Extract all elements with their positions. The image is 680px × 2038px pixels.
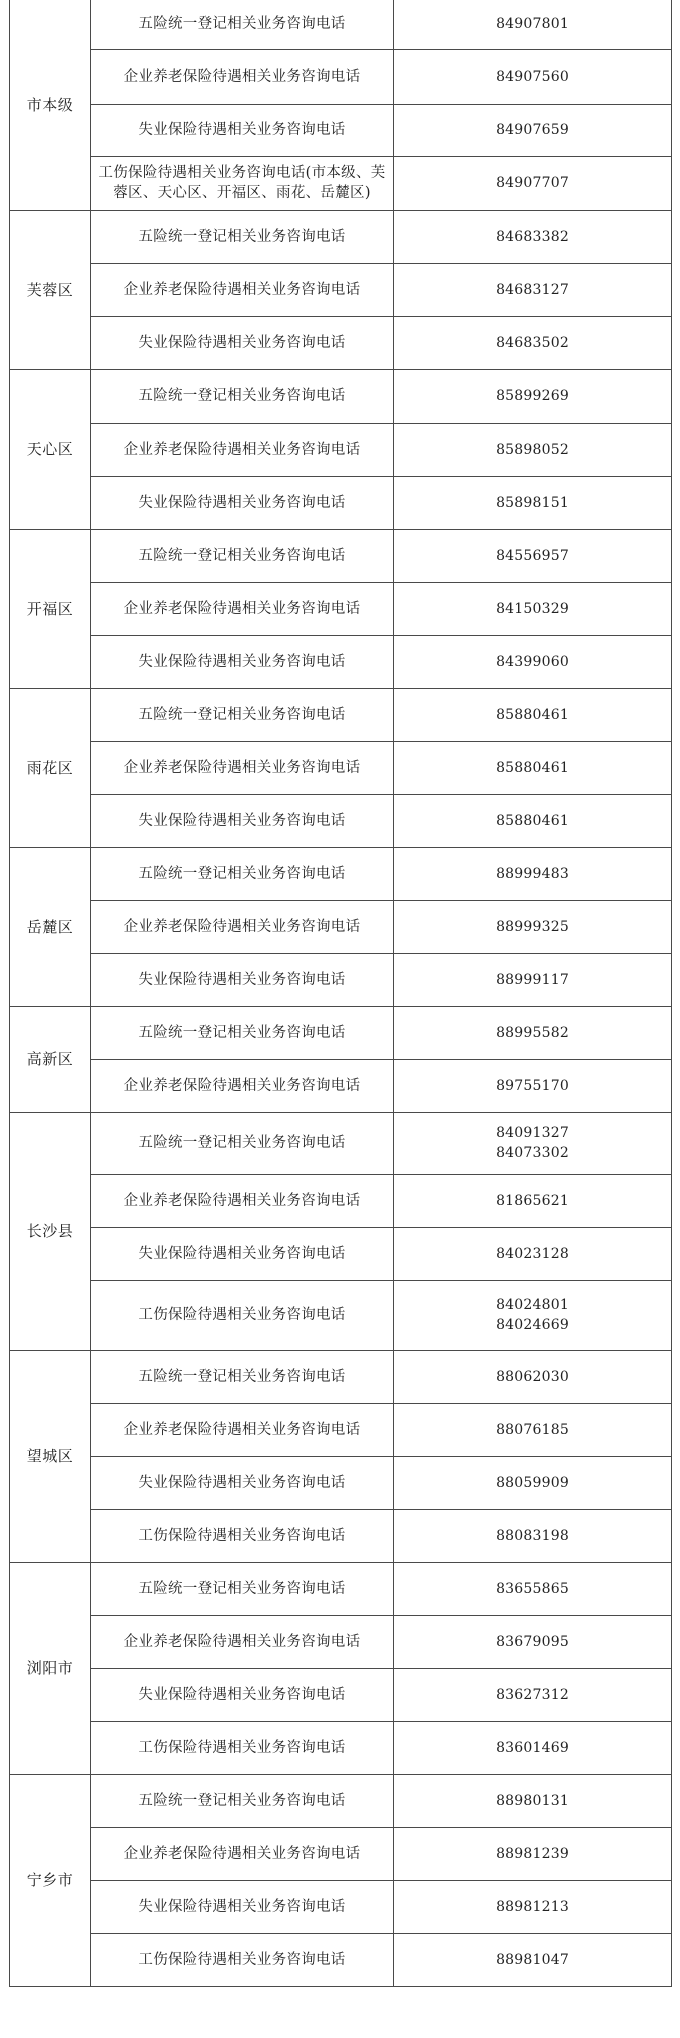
phone-cell	[394, 49, 672, 104]
table-row	[10, 316, 672, 369]
service-cell: 失业保险待遇相关业务咨询电话	[91, 794, 394, 847]
service-cell: 企业养老保险待遇相关业务咨询电话	[91, 1174, 394, 1227]
phone-number: 84907801	[496, 16, 569, 33]
table-row	[10, 1059, 672, 1112]
district-cell: 市本级	[10, 0, 91, 210]
service-cell: 企业养老保险待遇相关业务咨询电话	[91, 582, 394, 635]
district-cell: 芙蓉区	[10, 210, 91, 369]
phone-number: 88999483	[496, 865, 569, 882]
phone-number: 88981047	[496, 1951, 569, 1968]
phone-cell	[394, 1880, 672, 1933]
phone-number: 84683127	[496, 281, 569, 298]
service-cell: 企业养老保险待遇相关业务咨询电话	[91, 1403, 394, 1456]
phone-number: 84683502	[496, 334, 569, 351]
table-row	[10, 104, 672, 156]
phone-cell	[394, 1112, 672, 1174]
table-row	[10, 1280, 672, 1350]
service-cell: 失业保险待遇相关业务咨询电话	[91, 635, 394, 688]
phone-number: 84091327	[496, 1125, 569, 1141]
phone-number: 88999117	[496, 971, 569, 988]
phone-cell	[394, 847, 672, 900]
service-cell: 工伤保险待遇相关业务咨询电话	[91, 1933, 394, 1986]
table-row	[10, 1562, 672, 1615]
table-row	[10, 1174, 672, 1227]
phone-number: 88981239	[496, 1845, 569, 1862]
table-row	[10, 1403, 672, 1456]
phone-cell	[394, 104, 672, 156]
table-row	[10, 741, 672, 794]
phone-number: 83601469	[496, 1739, 569, 1756]
phone-cell	[394, 582, 672, 635]
table-row	[10, 953, 672, 1006]
service-cell: 企业养老保险待遇相关业务咨询电话	[91, 423, 394, 476]
phone-number: 85898151	[496, 494, 569, 511]
phone-cell	[394, 1615, 672, 1668]
service-cell: 企业养老保险待遇相关业务咨询电话	[91, 263, 394, 316]
table-row	[10, 49, 672, 104]
phone-number: 83655865	[496, 1580, 569, 1597]
table-row	[10, 1668, 672, 1721]
service-cell: 企业养老保险待遇相关业务咨询电话	[91, 49, 394, 104]
phone-cell	[394, 1668, 672, 1721]
district-cell: 雨花区	[10, 688, 91, 847]
phone-cell	[394, 688, 672, 741]
phone-cell	[394, 900, 672, 953]
phone-cell	[394, 1509, 672, 1562]
phone-number: 84024801	[496, 1297, 569, 1313]
district-cell: 长沙县	[10, 1112, 91, 1350]
phone-number: 88999325	[496, 918, 569, 935]
service-cell: 工伤保险待遇相关业务咨询电话	[91, 1280, 394, 1350]
table-row	[10, 1774, 672, 1827]
phone-number: 84556957	[496, 547, 569, 564]
district-cell: 天心区	[10, 369, 91, 529]
service-cell: 失业保险待遇相关业务咨询电话	[91, 104, 394, 156]
service-cell: 企业养老保险待遇相关业务咨询电话	[91, 1059, 394, 1112]
service-cell: 工伤保险待遇相关业务咨询电话	[91, 1721, 394, 1774]
service-cell: 五险统一登记相关业务咨询电话	[91, 369, 394, 423]
phone-cell	[394, 1350, 672, 1403]
service-cell: 企业养老保险待遇相关业务咨询电话	[91, 1615, 394, 1668]
service-cell: 企业养老保险待遇相关业务咨询电话	[91, 741, 394, 794]
phone-cell	[394, 635, 672, 688]
service-cell: 五险统一登记相关业务咨询电话	[91, 529, 394, 582]
phone-number: 84399060	[496, 653, 569, 670]
phone-cell	[394, 1006, 672, 1059]
table-row	[10, 1456, 672, 1509]
district-cell: 高新区	[10, 1006, 91, 1112]
phone-cell	[394, 1827, 672, 1880]
table-row	[10, 0, 672, 49]
phone-number: 85898052	[496, 441, 569, 458]
district-cell: 宁乡市	[10, 1774, 91, 1986]
phone-number: 88062030	[496, 1368, 569, 1385]
phone-number: 84023128	[496, 1245, 569, 1262]
district-cell: 岳麓区	[10, 847, 91, 1006]
table-row	[10, 529, 672, 582]
table-row	[10, 156, 672, 210]
table-row	[10, 1721, 672, 1774]
phone-number: 88059909	[496, 1474, 569, 1491]
table-row	[10, 369, 672, 423]
district-cell: 浏阳市	[10, 1562, 91, 1774]
phone-cell	[394, 1721, 672, 1774]
phone-cell	[394, 263, 672, 316]
phone-cell	[394, 1280, 672, 1350]
phone-cell	[394, 1059, 672, 1112]
service-cell: 五险统一登记相关业务咨询电话	[91, 1006, 394, 1059]
table-row	[10, 1827, 672, 1880]
phone-number: 85880461	[496, 706, 569, 723]
phone-number: 88981213	[496, 1898, 569, 1915]
phone-number: 88076185	[496, 1421, 569, 1438]
phone-number: 84073302	[496, 1145, 569, 1161]
phone-number: 88995582	[496, 1024, 569, 1041]
phone-number: 83679095	[496, 1633, 569, 1650]
service-cell: 五险统一登记相关业务咨询电话	[91, 1562, 394, 1615]
table-row	[10, 582, 672, 635]
hotline-table	[9, 0, 672, 1987]
service-cell: 工伤保险待遇相关业务咨询电话(市本级、芙蓉区、天心区、开福区、雨花、岳麓区)	[91, 156, 394, 210]
table-row	[10, 847, 672, 900]
service-cell: 五险统一登记相关业务咨询电话	[91, 1350, 394, 1403]
table-row	[10, 900, 672, 953]
phone-number: 81865621	[496, 1192, 569, 1209]
phone-number: 89755170	[496, 1077, 569, 1094]
service-cell: 失业保险待遇相关业务咨询电话	[91, 1227, 394, 1280]
phone-cell	[394, 1456, 672, 1509]
phone-cell	[394, 476, 672, 529]
table-row	[10, 263, 672, 316]
service-cell: 失业保险待遇相关业务咨询电话	[91, 953, 394, 1006]
phone-cell	[394, 1174, 672, 1227]
phone-cell	[394, 156, 672, 210]
phone-number: 84907659	[496, 122, 569, 138]
phone-number: 83627312	[496, 1686, 569, 1703]
phone-number: 84907560	[496, 68, 569, 85]
phone-cell	[394, 1774, 672, 1827]
phone-cell	[394, 1227, 672, 1280]
service-cell: 五险统一登记相关业务咨询电话	[91, 688, 394, 741]
phone-cell	[394, 369, 672, 423]
table-row	[10, 1006, 672, 1059]
phone-number: 84150329	[496, 600, 569, 617]
phone-cell	[394, 1933, 672, 1986]
service-cell: 企业养老保险待遇相关业务咨询电话	[91, 900, 394, 953]
table-row	[10, 1350, 672, 1403]
phone-number: 85899269	[496, 388, 569, 404]
phone-cell	[394, 210, 672, 263]
service-cell: 五险统一登记相关业务咨询电话	[91, 0, 394, 49]
table-row	[10, 794, 672, 847]
service-cell: 五险统一登记相关业务咨询电话	[91, 1774, 394, 1827]
service-cell: 企业养老保险待遇相关业务咨询电话	[91, 1827, 394, 1880]
phone-number: 88980131	[496, 1792, 569, 1809]
phone-cell	[394, 0, 672, 49]
service-cell: 失业保险待遇相关业务咨询电话	[91, 1880, 394, 1933]
table-row	[10, 476, 672, 529]
district-cell: 开福区	[10, 529, 91, 688]
service-cell: 工伤保险待遇相关业务咨询电话	[91, 1509, 394, 1562]
service-cell: 失业保险待遇相关业务咨询电话	[91, 1668, 394, 1721]
table-row	[10, 1227, 672, 1280]
phone-cell	[394, 529, 672, 582]
hotline-table-body	[10, 0, 672, 1986]
table-row	[10, 1933, 672, 1986]
table-row	[10, 1509, 672, 1562]
phone-cell	[394, 1562, 672, 1615]
phone-cell	[394, 316, 672, 369]
phone-cell	[394, 741, 672, 794]
service-cell: 失业保险待遇相关业务咨询电话	[91, 1456, 394, 1509]
district-cell: 望城区	[10, 1350, 91, 1562]
table-row	[10, 423, 672, 476]
service-cell: 五险统一登记相关业务咨询电话	[91, 210, 394, 263]
table-row	[10, 1112, 672, 1174]
phone-number: 84683382	[496, 228, 569, 245]
phone-number: 88083198	[496, 1527, 569, 1544]
phone-number: 85880461	[496, 759, 569, 776]
service-cell: 失业保险待遇相关业务咨询电话	[91, 316, 394, 369]
phone-cell	[394, 794, 672, 847]
table-row	[10, 210, 672, 263]
table-row	[10, 688, 672, 741]
phone-number: 84907707	[496, 175, 569, 191]
table-row	[10, 635, 672, 688]
service-cell: 失业保险待遇相关业务咨询电话	[91, 476, 394, 529]
phone-cell	[394, 953, 672, 1006]
phone-number: 84024669	[496, 1317, 569, 1333]
table-row	[10, 1615, 672, 1668]
service-cell: 五险统一登记相关业务咨询电话	[91, 847, 394, 900]
table-row	[10, 1880, 672, 1933]
phone-cell	[394, 1403, 672, 1456]
phone-cell	[394, 423, 672, 476]
phone-number: 85880461	[496, 812, 569, 829]
service-cell: 五险统一登记相关业务咨询电话	[91, 1112, 394, 1174]
